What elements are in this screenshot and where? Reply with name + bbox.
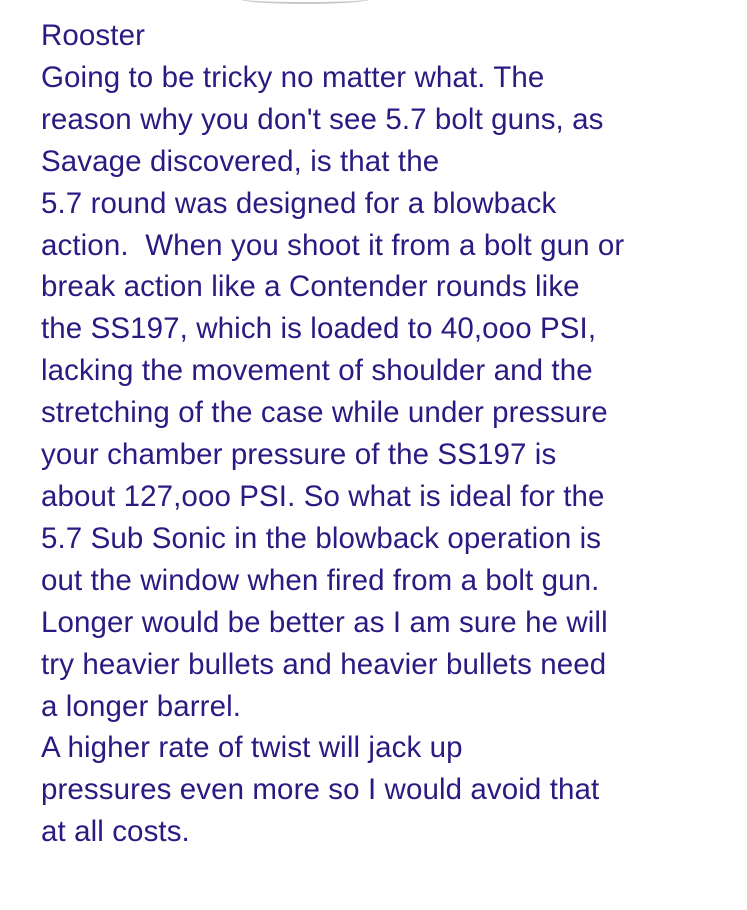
note-line: Rooster [41, 19, 145, 52]
note-line: the SS197, which is loaded to 40,ooo PSI, [41, 312, 597, 346]
note-line: stretching of the case while under pressure [41, 396, 608, 430]
note-line: A higher rate of twist will jack up [41, 731, 463, 765]
note-line: out the window when fired from a bolt gun. [41, 563, 600, 597]
note-text [41, 15, 741, 853]
note-line: Longer would be better as I am sure he will [41, 605, 608, 639]
note-line: at all costs. [41, 815, 190, 849]
note-line: a longer barrel. [41, 689, 242, 723]
note-line: break action like a Contender rounds like [41, 270, 580, 304]
note-line: reason why you don't see 5.7 bolt guns, as [41, 102, 604, 136]
note-line: lacking the movement of shoulder and the [41, 354, 593, 388]
note-line: your chamber pressure of the SS197 is [41, 438, 557, 472]
note-line: pressures even more so I would avoid that [41, 773, 600, 807]
note-line: try heavier bullets and heavier bullets need [41, 647, 607, 681]
note-line: action. When you shoot it from a bolt gun or [41, 228, 625, 262]
note-line: about 127,ooo PSI. So what is ideal for the [41, 479, 605, 513]
note-line: 5.7 Sub Sonic in the blowback operation is [41, 521, 602, 555]
note-line: Going to be tricky no matter what. The [41, 60, 545, 94]
note-line: 5.7 round was designed for a blowback [41, 186, 557, 220]
note-line: Savage discovered, is that the [41, 144, 440, 178]
top-edge-arc [240, 0, 370, 4]
